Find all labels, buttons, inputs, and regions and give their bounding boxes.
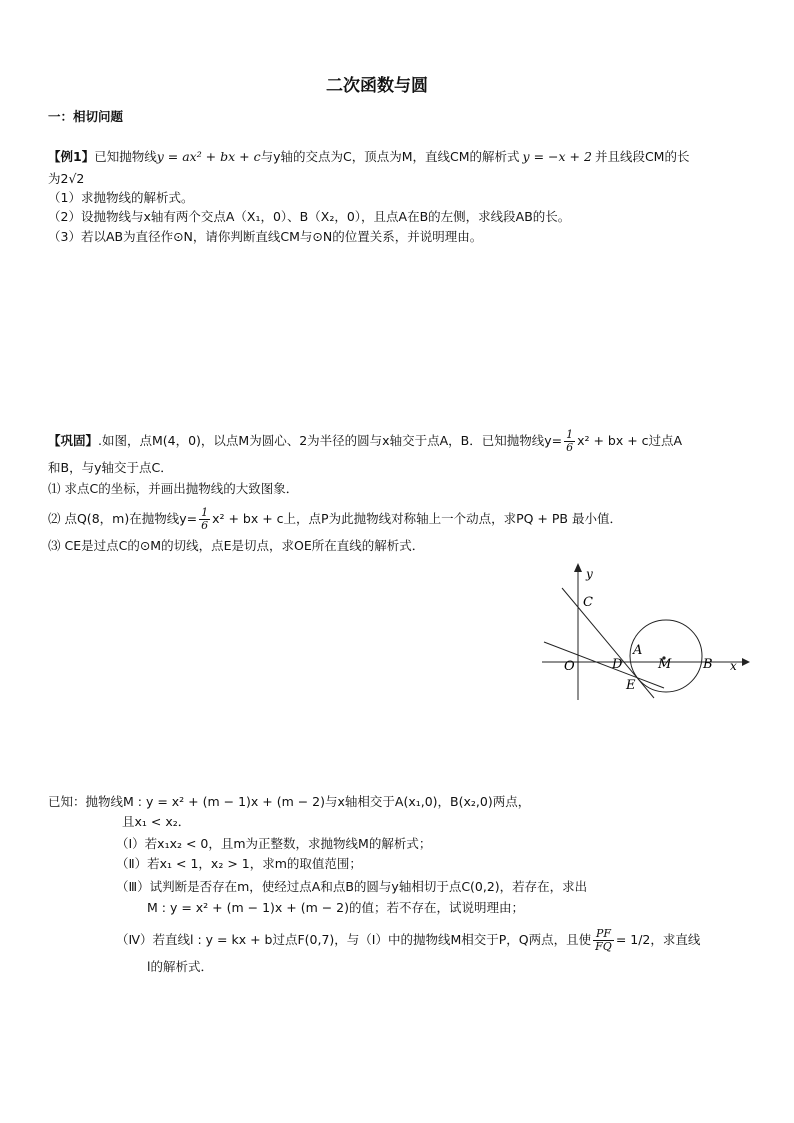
example1-line1 <box>48 148 689 166</box>
example1-eq-parabola: y = ax² + bx + c <box>156 149 261 164</box>
example1-question3: （3）若以AB为直径作⊙N，请你判断直线CM与⊙N的位置关系，并说明理由。 <box>48 229 483 244</box>
label-o: O <box>564 659 575 674</box>
example2-text-b: 线y= <box>531 433 563 448</box>
label-y: y <box>586 567 593 581</box>
label-d: D <box>612 657 623 672</box>
example1-text-a: 已知抛物线 <box>94 149 157 164</box>
example1-question2: （2）设抛物线与x轴有两个交点A（X₁，0）、B（X₂，0），且点A在B的左侧，求线段AB的长。 <box>48 209 571 224</box>
section-heading: 一：相切问题 <box>48 109 124 124</box>
example1-tag: 【例1】 <box>48 149 95 164</box>
example3-part2: （Ⅱ）若x₁ < 1，x₂ > 1，求m的取值范围； <box>116 856 362 871</box>
example3-part4-line2: l的解析式． <box>147 959 213 974</box>
example2-text-c: x² + bx + c过点A <box>577 433 683 448</box>
example1-eq-line: y = −x + 2 <box>522 149 592 164</box>
label-c: C <box>583 595 593 610</box>
y-axis-arrow <box>574 563 582 572</box>
example2-question1: ⑴ 求点C的坐标，并画出抛物线的大致图象． <box>48 481 299 496</box>
example3-part4-line1: （Ⅳ）若直线l : y = kx + b过点F(0,7)，与（Ⅰ）中的抛物线M相交于P，Q两点，且使 $\frac{PF}{FQ}$ = 1/2，求直线 <box>116 927 701 953</box>
example1-question1: （1）求抛物线的解析式。 <box>48 190 194 205</box>
example2-line1 <box>48 429 682 454</box>
example2-tag: 【巩固】 <box>48 433 99 448</box>
geometry-figure <box>530 560 760 710</box>
example3-line2: 且x₁ < x₂． <box>122 814 191 829</box>
label-x: x <box>730 659 737 673</box>
label-m: M <box>658 657 672 672</box>
label-a: A <box>633 643 643 658</box>
example3-fraction: $\frac{PF}{FQ}$ <box>595 927 612 953</box>
example2-fraction: $\frac{1}{6}$ <box>566 428 574 454</box>
example1-text-c: 并且线段CM的长 <box>594 149 690 164</box>
example1-text-b: 与y轴的交点为C，顶点为M，直线CM的解析式 <box>260 149 520 164</box>
example3-part3-line1: （Ⅲ）试判断是否存在m，使经过点A和点B的圆与y轴相切于点C(0,2)，若存在，求出 <box>116 879 588 894</box>
label-e: E <box>626 678 636 693</box>
example3-part3-line2: M : y = x² + (m − 1)x + (m − 2)的值；若不存在，试说明理由； <box>147 900 525 915</box>
example2-question2: ⑵ 点Q(8，m)在抛物线y= $\frac{1}{6}$ x² + bx + c上，点P为此抛物线对称轴上一个动点，求PQ + PB 最小值． <box>48 506 622 532</box>
example3-part1: （Ⅰ）若x₁x₂ < 0，且m为正整数，求抛物线M的解析式； <box>116 836 432 851</box>
line-oe <box>544 642 664 688</box>
example2-text-a: .如图，点M(4，0)，以点M为圆心、2为半径的圆与x轴交于点A，B．已知抛物 <box>98 433 532 448</box>
page-title: 二次函数与圆 <box>326 76 428 96</box>
example1-line2: 为2√2 <box>48 171 85 186</box>
x-axis-arrow <box>742 658 750 666</box>
label-b: B <box>703 657 713 672</box>
example2-line2: 和B，与y轴交于点C． <box>48 460 173 475</box>
example2-question3: ⑶ CE是过点C的⊙M的切线，点E是切点，求OE所在直线的解析式． <box>48 538 425 553</box>
example2-fraction-2: $\frac{1}{6}$ <box>201 506 209 532</box>
example3-line1: 已知：抛物线M : y = x² + (m − 1)x + (m − 2)与x轴相交于A(x₁,0)，B(x₂,0)两点， <box>48 794 531 809</box>
